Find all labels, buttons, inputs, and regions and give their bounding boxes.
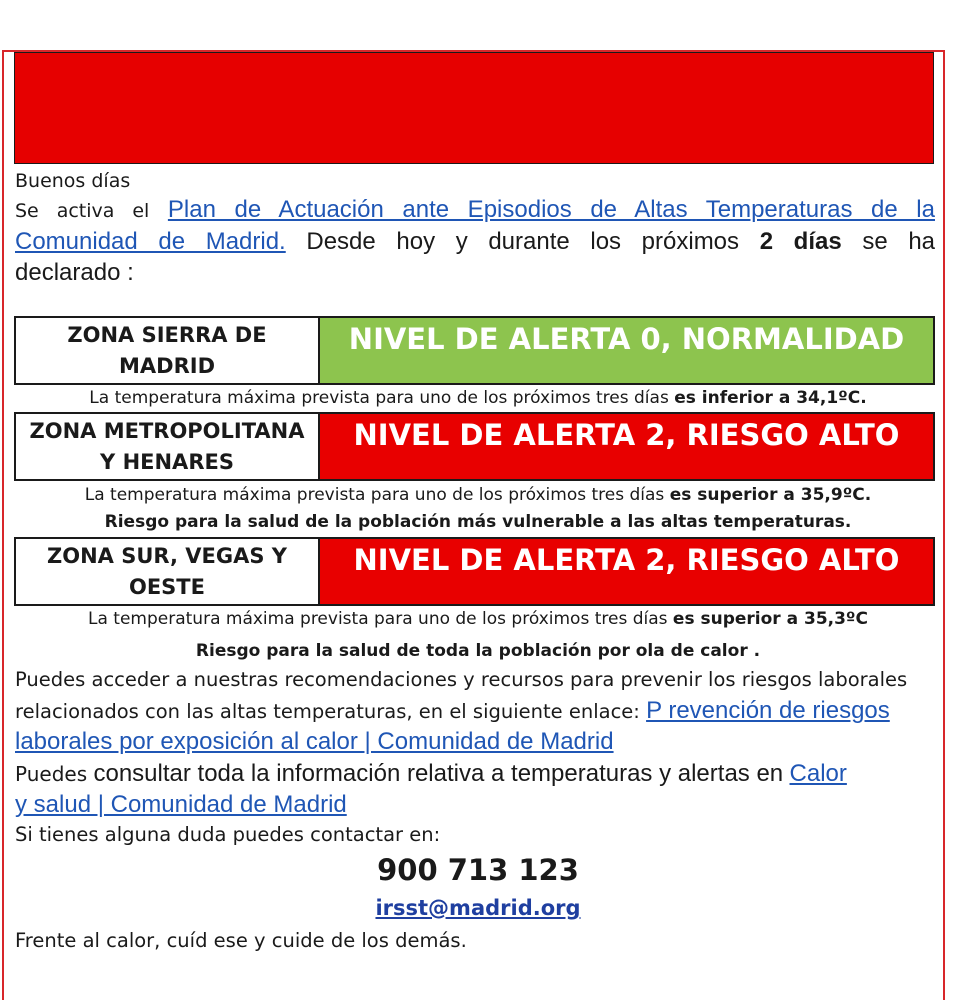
intro-lead: Se activa el	[15, 200, 150, 222]
intro-tail: se ha	[862, 228, 936, 255]
zone-sierra-alert: NIVEL DE ALERTA 0, NORMALIDAD	[320, 318, 933, 383]
zone-metropolitana-note: La temperatura máxima prevista para uno de los próximos tres días es superior a 35,9ºC.	[84, 485, 872, 505]
contact-email-wrap	[0, 896, 956, 920]
zone-sur-risk: Riesgo para la salud de toda la población por ola de calor .	[195, 641, 761, 661]
contact-question: Si tienes alguna duda puedes contactar en:	[15, 823, 441, 846]
recs-line-3	[15, 728, 614, 756]
zone-sierra-note: La temperatura máxima prevista para uno de los próximos tres días es inferior a 34,1ºC.	[89, 388, 867, 408]
prevention-link[interactable]: P revención de riesgos	[646, 697, 890, 724]
consult-line-1: Puedes consultar toda la información relativa a temperaturas y alertas en Calor	[15, 760, 847, 787]
zone-sur-name: ZONA SUR, VEGAS Y OESTE	[16, 539, 320, 604]
zone-sierra-name: ZONA SIERRA DE MADRID	[16, 318, 320, 383]
greeting: Buenos días	[15, 170, 131, 192]
zone-metropolitana-risk: Riesgo para la salud de la población más vulnerable a las altas temperaturas.	[104, 512, 852, 532]
recs-line-2: relacionados con las altas temperaturas, en el siguiente enlace: P revención de riesgos	[15, 697, 890, 724]
closing-line: Frente al calor, cuíd ese y cuide de los demás.	[15, 929, 467, 952]
zone-sur-row	[14, 537, 935, 606]
recs-line-1: Puedes acceder a nuestras recomendaciones y recursos para prevenir los riesgos laborales	[15, 668, 908, 691]
contact-phone: 900 713 123	[377, 853, 579, 887]
intro-line-1	[15, 196, 935, 224]
plan-link[interactable]: Plan de Actuación ante Episodios de Altas Temperaturas de la	[167, 196, 935, 223]
prevention-link-cont[interactable]: laborales por exposición al calor | Comunidad de Madrid	[15, 728, 614, 755]
zone-metropolitana-name: ZONA METROPOLITANA Y HENARES	[16, 414, 320, 479]
zone-sur-note: La temperatura máxima prevista para uno de los próximos tres días es superior a 35,3ºC	[88, 609, 868, 629]
consult-line-2	[15, 791, 347, 819]
intro-declared: declarado :	[15, 259, 134, 286]
zone-sierra-row	[14, 316, 935, 385]
intro-line-2	[15, 228, 935, 256]
calor-link[interactable]: Calor	[789, 760, 847, 787]
intro-mid: Desde hoy y durante los próximos	[306, 228, 740, 255]
calor-link-cont[interactable]: y salud | Comunidad de Madrid	[15, 791, 347, 818]
plan-link-cont[interactable]: Comunidad de Madrid.	[15, 228, 286, 255]
zone-sur-alert: NIVEL DE ALERTA 2, RIESGO ALTO	[320, 539, 933, 604]
contact-email-link[interactable]: irsst@madrid.org	[375, 896, 581, 920]
zone-metropolitana-row	[14, 412, 935, 481]
intro-days: 2 días	[759, 228, 842, 255]
zone-metropolitana-alert: NIVEL DE ALERTA 2, RIESGO ALTO	[320, 414, 933, 479]
red-banner	[14, 52, 934, 164]
